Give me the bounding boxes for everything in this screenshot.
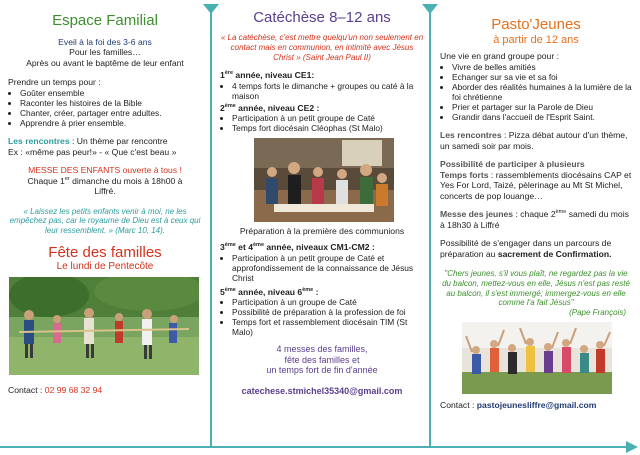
list-item: • Chanter, créer, partager entre adultes. [20, 108, 202, 118]
intro-line: Une vie en grand groupe pour : [440, 51, 559, 62]
messe-sup: er [64, 175, 70, 182]
year34-heading [220, 242, 424, 252]
y34-sup2: ème [253, 242, 265, 249]
temps-forts-text: : rassemblements diocésains CAP et Yes For Lord, Taizé, pèlerinage au Mt St Michel, concerts de pop louange… [440, 169, 632, 201]
ex-line: Ex : «même pas peur!» - « Que c'est beau » [8, 146, 177, 157]
y34-b: et 4 [235, 242, 253, 253]
messe-line2: Liffré. [94, 186, 116, 197]
list-item: • Raconter les histoires de la Bible [20, 98, 202, 108]
rencontres-text: : Un thème par rencontre [69, 136, 168, 147]
column-espace-familial [0, 0, 210, 455]
list-item: • Participation à un groupe de Caté [232, 297, 424, 307]
messe-b: dimanche du mois à 18h00 à [69, 175, 183, 186]
pasto-rencontres-text: : Pizza débat autour d'un thème, un samedi soir par mois. [440, 130, 628, 151]
y56-sup2: ème [302, 286, 314, 293]
list-item: • Temps fort et rassemblement diocésain TIM (St Malo) [232, 317, 424, 337]
messe-jeunes-b: samedi du mois à 18h30 à Liffré [440, 209, 629, 230]
year56-list [220, 297, 424, 337]
list-item: • Grandir dans l'accueil de l'Esprit Saint. [452, 112, 632, 122]
pasto-rencontres [440, 130, 632, 151]
messe-jeunes-line [440, 209, 632, 230]
messe-a: Chaque 1 [27, 175, 65, 186]
list-item: • Possibilité de préparation à la profession de foi [232, 307, 424, 317]
engager-a: Possibilité de s'engager dans un parcours de préparation au [440, 238, 612, 259]
rencontres-label: Les rencontres [8, 136, 70, 147]
year2-list [220, 113, 424, 133]
pasto-title: Pasto'Jeunes [491, 16, 581, 33]
column-pasto-jeunes [432, 0, 640, 455]
pour-line: Pour les familles… [69, 47, 141, 58]
y34-sup1: ème [224, 242, 236, 249]
lundi-line: Le lundi de Pentecôte [56, 260, 154, 272]
y2-rest: année, niveau CE2 : [235, 102, 320, 113]
pasto-list [440, 62, 632, 122]
year2-heading [220, 103, 424, 113]
jeunes-photo [462, 322, 612, 394]
contact-label: Contact : [8, 385, 43, 396]
y56-sup1: ème [224, 286, 236, 293]
list-item: • Vivre de belles amitiés [452, 62, 632, 72]
messe-line [8, 176, 202, 186]
list-item: • Participation à un petit groupe de Caté [232, 113, 424, 123]
messe-jeunes-a: : chaque 2 [513, 209, 556, 220]
temps-forts-label: Temps forts [440, 169, 489, 180]
contact-line [8, 385, 202, 395]
pasto-email[interactable]: pastojeunesliffre@gmail.com [476, 399, 597, 410]
year56-heading [220, 287, 424, 297]
pape-source: (Pape François) [569, 308, 626, 318]
y1-rest: année, niveau CE1: [233, 70, 315, 81]
y34-c: année, niveaux CM1-CM2 : [264, 242, 375, 253]
messes-line-3: un temps fort de fin d'année [266, 365, 378, 376]
messe-jeunes-label: Messe des jeunes [440, 209, 514, 220]
jeunes-photo-image [462, 322, 612, 394]
catechese-title: Catéchèse 8–12 ans [253, 9, 391, 26]
list-item: • Participation à un petit groupe de Caté et approfondissement de la connaissance de Jésus Christ [232, 253, 424, 283]
y56-c: : [313, 286, 319, 297]
catechese-photo [254, 138, 394, 222]
y34-a: 3 [220, 242, 225, 253]
y1-sup: ère [224, 70, 234, 77]
possibilite-line: Possibilité de participer à plusieurs [440, 159, 585, 170]
pasto-rencontres-label: Les rencontres [440, 130, 502, 141]
espace-list [8, 88, 202, 128]
y56-b: année, niveau 6 [235, 286, 303, 297]
prendre-line: Prendre un temps pour : [8, 77, 101, 88]
espace-familial-title: Espace Familial [52, 12, 158, 29]
messe-title: MESSE DES ENFANTS ouverte à tous ! [28, 165, 182, 176]
list-item: • Temps fort diocésain Cléophas (St Malo) [232, 123, 424, 133]
catechese-photo-image [254, 138, 394, 222]
y2-sup: ème [224, 103, 236, 110]
family-photo-image [9, 277, 199, 375]
list-item: • Echanger sur sa vie et sa foi [452, 72, 632, 82]
messes-line-2: fête des familles et [284, 354, 360, 365]
messe-jeunes-sup: ème [555, 209, 567, 216]
pasto-contact-label: Contact : [440, 399, 475, 410]
y2-num: 2 [220, 102, 225, 113]
temps-forts-line [440, 170, 632, 201]
prep-line: Préparation à la première des communions [239, 225, 405, 236]
list-item: • Goûter ensemble [20, 88, 202, 98]
column-catechese [212, 0, 430, 455]
engager-b: sacrement de Confirmation. [497, 248, 612, 259]
y1-num: 1 [220, 70, 225, 81]
marc-quote: « Laissez les petits enfants venir à moi, ne les empêchez pas, car le royaume de Dieu est à ceux qui leur ressemblent. » (Marc 10, 14). [9, 206, 201, 236]
list-item: • Apprendre à prier ensemble. [20, 118, 202, 128]
fete-title: Fête des familles [48, 243, 162, 261]
apres-line: Après ou avant le baptême de leur enfant [26, 57, 184, 68]
pape-quote: "Chers jeunes, s'il vous plaît, ne regardez pas la vie du balcon, mettez-vous en elle, Jésus n'est pas resté au balcon, il s'est immergé; immergez-vous en elle comme l'a fait Jésus" [442, 269, 630, 308]
catechese-email[interactable]: catechese.stmichel35340@gmail.com [241, 386, 403, 397]
family-photo [9, 277, 199, 375]
list-item: • Prier et partager sur la Parole de Dieu [452, 102, 632, 112]
messes-line-1: 4 messes des familles, [276, 343, 368, 354]
y56-a: 5 [220, 286, 225, 297]
year1-heading [220, 70, 424, 80]
pasto-subtitle: à partir de 12 ans [493, 34, 579, 46]
list-item: • 4 temps forts le dimanche + groupes ou caté à la maison [232, 81, 424, 101]
contact-phone[interactable]: 02 99 68 32 94 [44, 385, 103, 396]
jean-paul-quote: « La catéchèse, c'est mettre quelqu'un non seulement en contact mais en communion, en intimité avec Jésus Christ » (Saint Jean Paul II) [220, 33, 424, 62]
rencontres-line [8, 136, 202, 146]
eveil-line: Eveil à la foi des 3-6 ans [58, 37, 152, 47]
list-item: • Aborder des réalités humaines à la lumière de la foi chrétienne [452, 82, 632, 102]
year34-list [220, 253, 424, 283]
year1-list [220, 81, 424, 101]
engager-line [440, 238, 632, 259]
pasto-contact-line [440, 400, 632, 410]
